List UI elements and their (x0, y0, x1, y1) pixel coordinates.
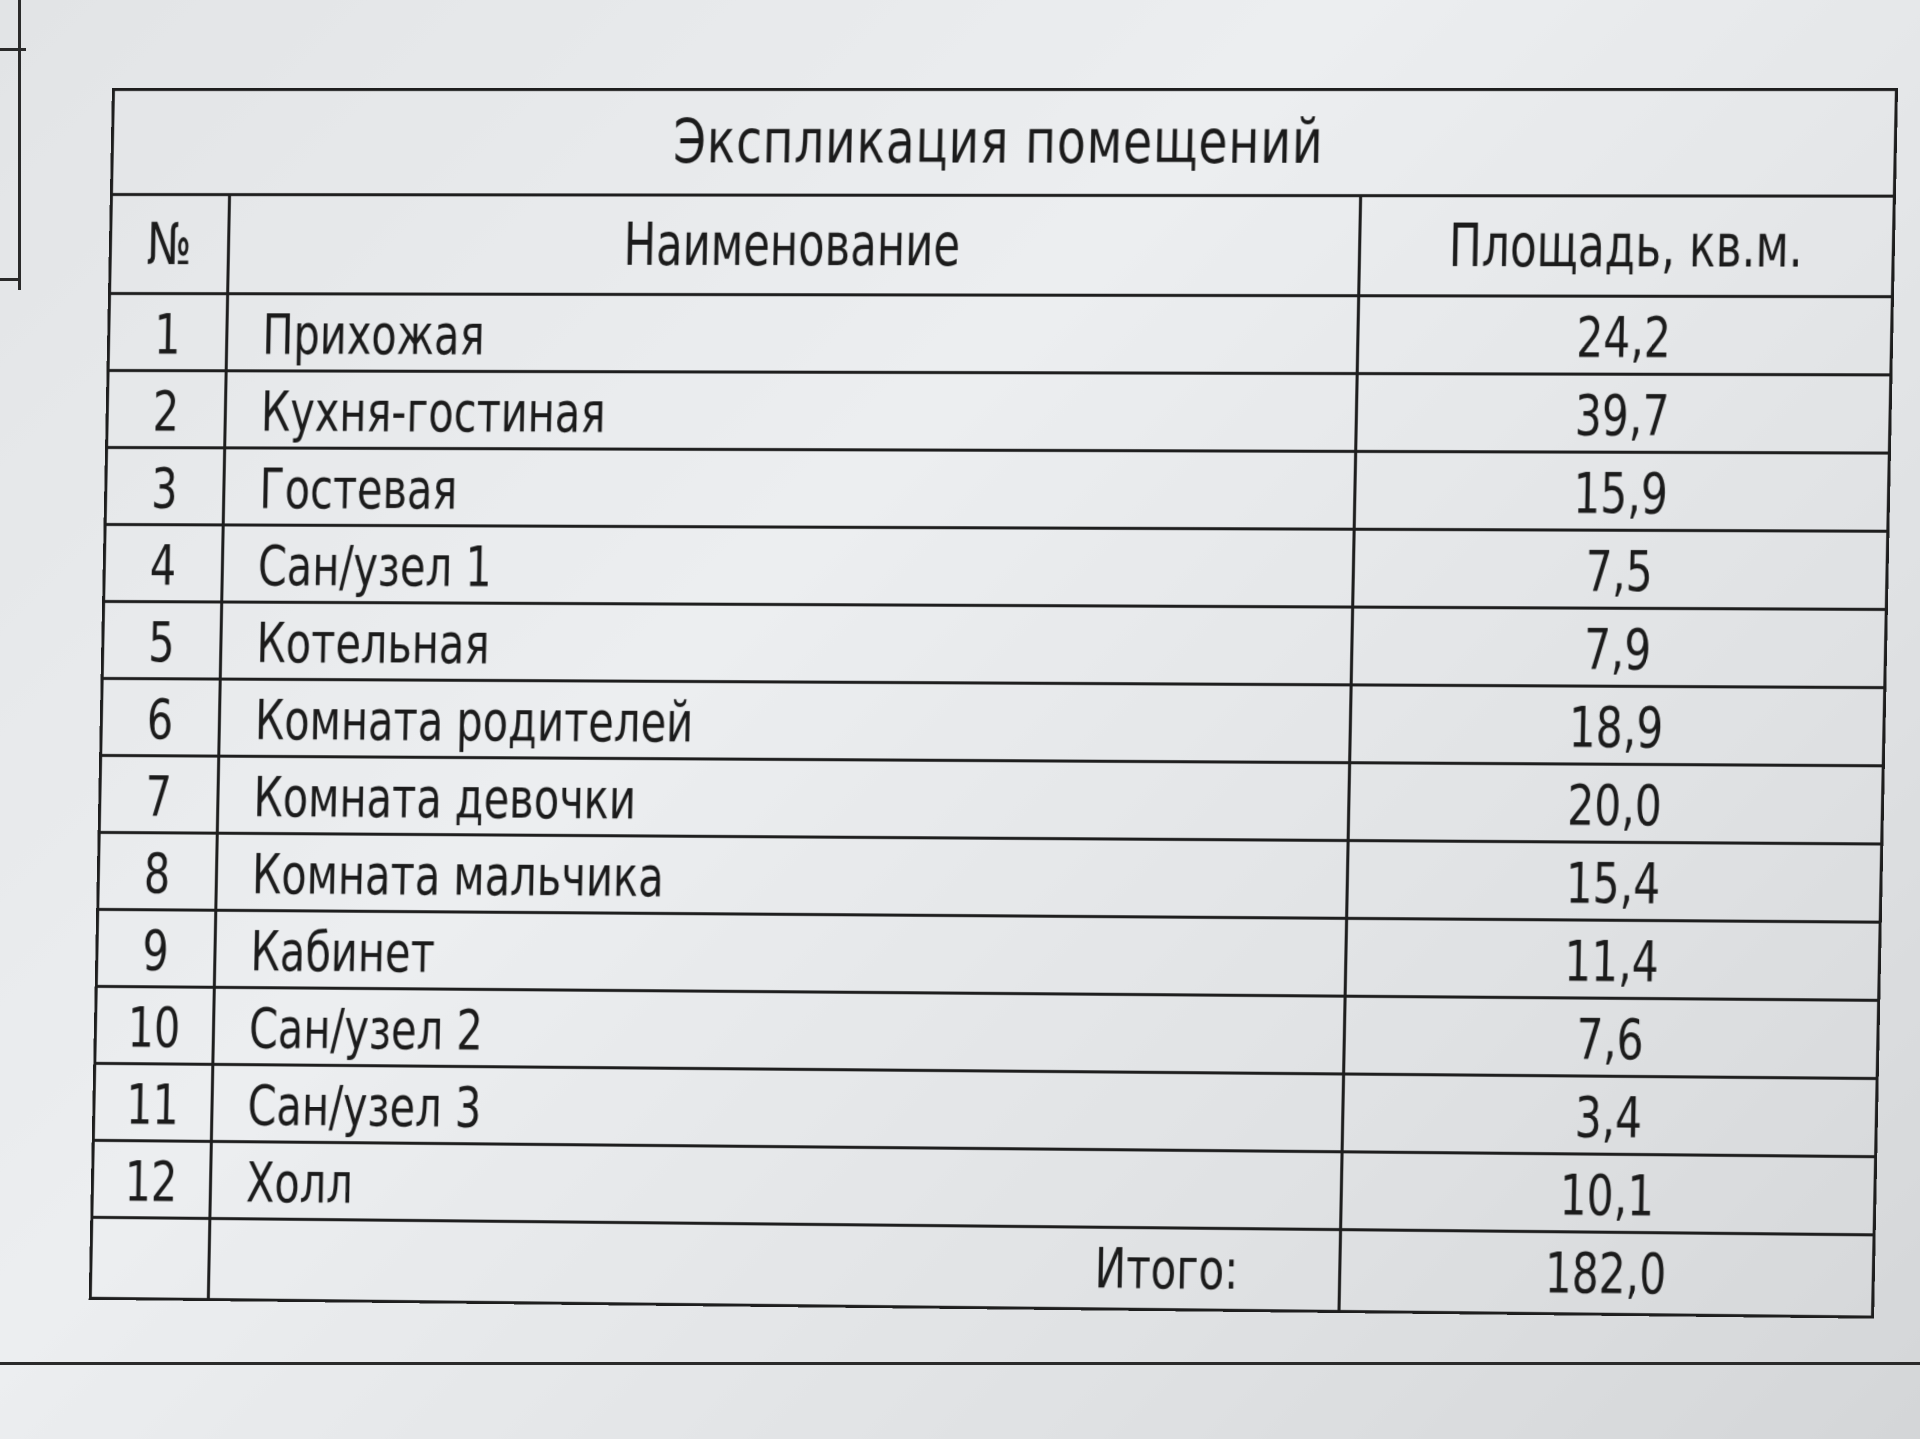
header-name-label: Наименование (622, 210, 961, 280)
room-number-text: 8 (143, 841, 172, 907)
table-row (108, 293, 1892, 374)
room-name (216, 833, 1348, 918)
room-number-text: 10 (127, 995, 182, 1061)
header-area (1359, 196, 1895, 297)
room-area-text: 24,2 (1576, 304, 1672, 371)
room-name-text: Прихожая (261, 302, 486, 368)
room-name (225, 371, 1358, 452)
room-number-text: 2 (152, 379, 181, 445)
room-area (1348, 763, 1883, 844)
room-number-text: 4 (149, 533, 178, 599)
title-row (111, 90, 1896, 197)
room-area-text: 15,4 (1565, 850, 1662, 918)
room-number (96, 909, 216, 987)
room-name-text: Котельная (255, 610, 491, 677)
room-area-text: 7,5 (1585, 538, 1654, 605)
room-number (92, 1140, 212, 1218)
table-row (105, 447, 1889, 531)
room-number (101, 678, 221, 756)
room-name-text: Комната девочки (252, 764, 637, 833)
total-label-text: Итого: (1093, 1235, 1239, 1303)
room-area-text: 7,9 (1583, 616, 1653, 683)
header-name (228, 195, 1361, 296)
room-area (1351, 607, 1886, 688)
room-number (107, 370, 227, 447)
room-number-text: 5 (148, 610, 176, 676)
left-frame-line (0, 48, 26, 51)
room-number-text: 12 (124, 1149, 179, 1215)
header-area-label: Площадь, кв.м. (1448, 211, 1804, 281)
room-name-text: Сан/узел 3 (246, 1073, 482, 1141)
room-name-text: Кухня-гостиная (260, 379, 607, 446)
room-number (95, 986, 215, 1064)
room-name-text: Сан/узел 2 (248, 996, 484, 1064)
room-area (1356, 374, 1891, 454)
room-number (99, 755, 219, 833)
room-area-text: 18,9 (1568, 694, 1665, 761)
room-name (219, 679, 1351, 763)
table-row (96, 909, 1880, 1000)
room-name-text: Комната мальчика (251, 841, 665, 910)
total-value (1339, 1230, 1874, 1317)
header-row (110, 194, 1895, 296)
table-row (104, 524, 1888, 609)
room-area (1344, 996, 1879, 1078)
room-name (217, 756, 1349, 840)
room-number (105, 447, 225, 524)
room-name-text: Кабинет (249, 919, 436, 986)
room-name (220, 602, 1352, 685)
table-row (107, 370, 1891, 453)
explication-table (89, 88, 1898, 1319)
room-area-text: 7,6 (1576, 1006, 1645, 1073)
total-row (90, 1217, 1874, 1317)
left-frame-line (0, 278, 20, 281)
bottom-frame-line (0, 1362, 1920, 1365)
room-area-text: 3,4 (1574, 1084, 1644, 1152)
room-number (104, 524, 224, 602)
room-area (1341, 1152, 1876, 1235)
room-area (1350, 685, 1885, 766)
room-number-text: 7 (145, 764, 173, 830)
room-name-text: Холл (245, 1150, 354, 1217)
table-row (101, 678, 1885, 765)
room-name-text: Гостевая (258, 456, 459, 523)
room-name-text: Сан/узел 1 (257, 533, 493, 600)
room-name (222, 525, 1354, 607)
room-area (1353, 529, 1888, 609)
table-title: Экспликация помещений (234, 90, 1769, 197)
room-area-text: 10,1 (1559, 1162, 1656, 1230)
room-number-text: 6 (146, 687, 175, 753)
room-area-text: 39,7 (1574, 382, 1671, 449)
room-area-text: 20,0 (1567, 772, 1663, 840)
table-row (102, 601, 1886, 687)
room-name (214, 910, 1346, 996)
room-number-text: 3 (151, 456, 179, 522)
room-area (1345, 918, 1880, 1000)
room-name (210, 1141, 1342, 1229)
room-number-text: 9 (142, 918, 170, 984)
room-area (1347, 841, 1882, 923)
room-number (93, 1063, 213, 1141)
table-row (99, 755, 1883, 844)
room-number (102, 601, 222, 679)
room-area (1354, 451, 1889, 531)
left-border-line (18, 0, 21, 290)
room-area (1342, 1074, 1877, 1157)
room-area-text: 15,9 (1573, 460, 1669, 527)
room-area (1357, 296, 1892, 375)
room-area-text: 11,4 (1564, 928, 1660, 996)
room-number-text: 11 (126, 1072, 180, 1138)
room-number (98, 832, 218, 910)
header-number (110, 194, 230, 293)
explication-table-wrapper (89, 88, 1895, 1319)
total-empty-cell (90, 1217, 210, 1299)
table-row (98, 832, 1882, 922)
header-number-label: № (146, 210, 193, 279)
room-name (211, 1064, 1343, 1151)
total-label (208, 1218, 1340, 1311)
room-number (108, 293, 228, 370)
room-name (226, 294, 1359, 374)
total-value-text: 182,0 (1544, 1239, 1668, 1307)
room-name (223, 448, 1355, 529)
room-number-text: 1 (154, 302, 182, 368)
room-name-text: Комната родителей (254, 687, 694, 756)
room-name (213, 987, 1345, 1074)
